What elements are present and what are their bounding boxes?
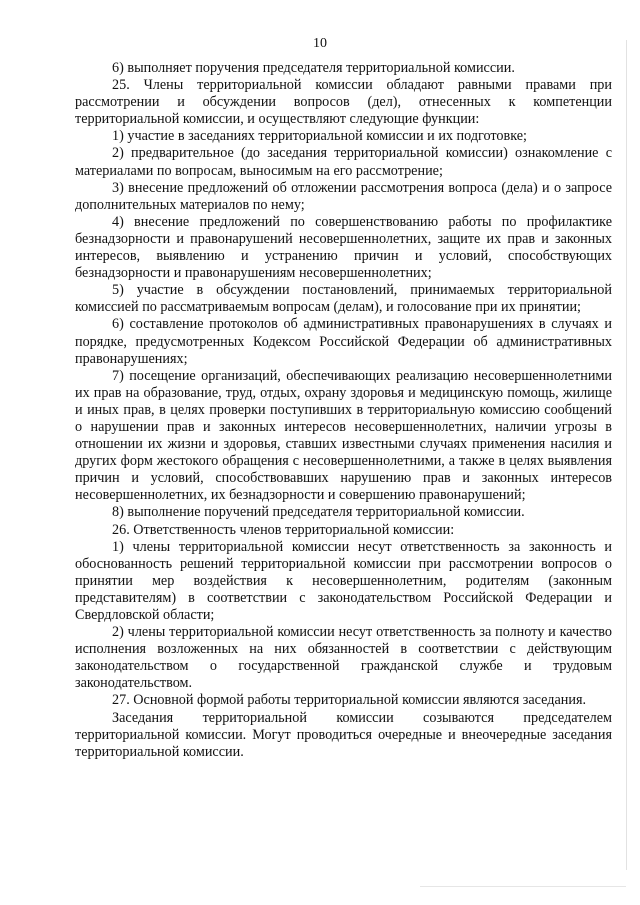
paragraph: 8) выполнение поручений председателя территориальной комиссии.: [112, 504, 525, 521]
page-number: 10: [313, 36, 327, 51]
scan-edge-line: [626, 40, 627, 870]
paragraph: 27. Основной формой работы территориальной комиссии являются заседания.: [112, 692, 587, 709]
paragraph: 3) внесение предложений об отложении рассмотрения вопроса (дела) и о запросе дополнительных материалов по нему;: [75, 179, 612, 213]
paragraph: 4) внесение предложений по совершенствованию работы по профилактике безнадзорности и правонарушений несовершеннолетних, защите их прав и законных интересов, выявлению и устранению причин и условий, способствующих безнадзорности и правонарушениям несовершеннолетних;: [75, 213, 612, 282]
paragraph: 2) предварительное (до заседания территориальной комиссии) ознакомление с материалами по вопросам, выносимым на его рассмотрение;: [75, 145, 612, 179]
paragraph: 1) участие в заседаниях территориальной комиссии и их подготовке;: [112, 128, 528, 145]
document-body: [75, 60, 612, 761]
paragraph: Заседания территориальной комиссии созываются председателем территориальной комиссии. Могут проводиться очередные и внеочередные заседания территориальной комиссии.: [75, 709, 612, 760]
paragraph: 7) посещение организаций, обеспечивающих реализацию несовершеннолетними их прав на образование, труд, отдых, охрану здоровья и медицинскую помощь, жилище и иных прав, в целях проверки поступивших в территориальную комиссию сообщений о нарушении прав и законных интересов несовершеннолетних, наличии угрозы в отношении их жизни и здоровья, ставших известными случаях применения насилия и других форм жестокого обращения с несовершеннолетними, а также в целях выявления причин и условий, способствовавших нарушению прав и законных интересов несовершеннолетних, их безнадзорности и совершению правонарушений;: [75, 367, 612, 504]
paragraph: 6) выполняет поручения председателя территориальной комиссии.: [112, 60, 515, 76]
scan-corner-line: [420, 886, 626, 887]
paragraph: 25. Члены территориальной комиссии обладают равными правами при рассмотрении и обсуждении вопросов (дел), отнесенных к компетенции территориальной комиссии, и осуществляют следующие функции:: [75, 77, 612, 128]
paragraph: 6) составление протоколов об административных правонарушениях в случаях и порядке, предусмотренных Кодексом Российской Федерации об административных правонарушениях;: [75, 316, 612, 367]
paragraph: 26. Ответственность членов территориальной комиссии:: [112, 521, 455, 538]
paragraph: 5) участие в обсуждении постановлений, принимаемых территориальной комиссией по рассматриваемым вопросам (делам), и голосование при их принятии;: [75, 282, 612, 316]
paragraph: 1) члены территориальной комиссии несут ответственность за законность и обоснованность решений территориальной комиссии при рассмотрении вопросов о принятии мер воздействия к несовершеннолетним, родителям (законным представителям) в соответствии с законодательством Российской Федерации и Свердловской области;: [75, 538, 612, 623]
paragraph: 2) члены территориальной комиссии несут ответственность за полноту и качество исполнения возложенных на них обязанностей в соответствии с действующим законодательством о государственной гражданской службе и трудовым законодательством.: [75, 624, 612, 692]
